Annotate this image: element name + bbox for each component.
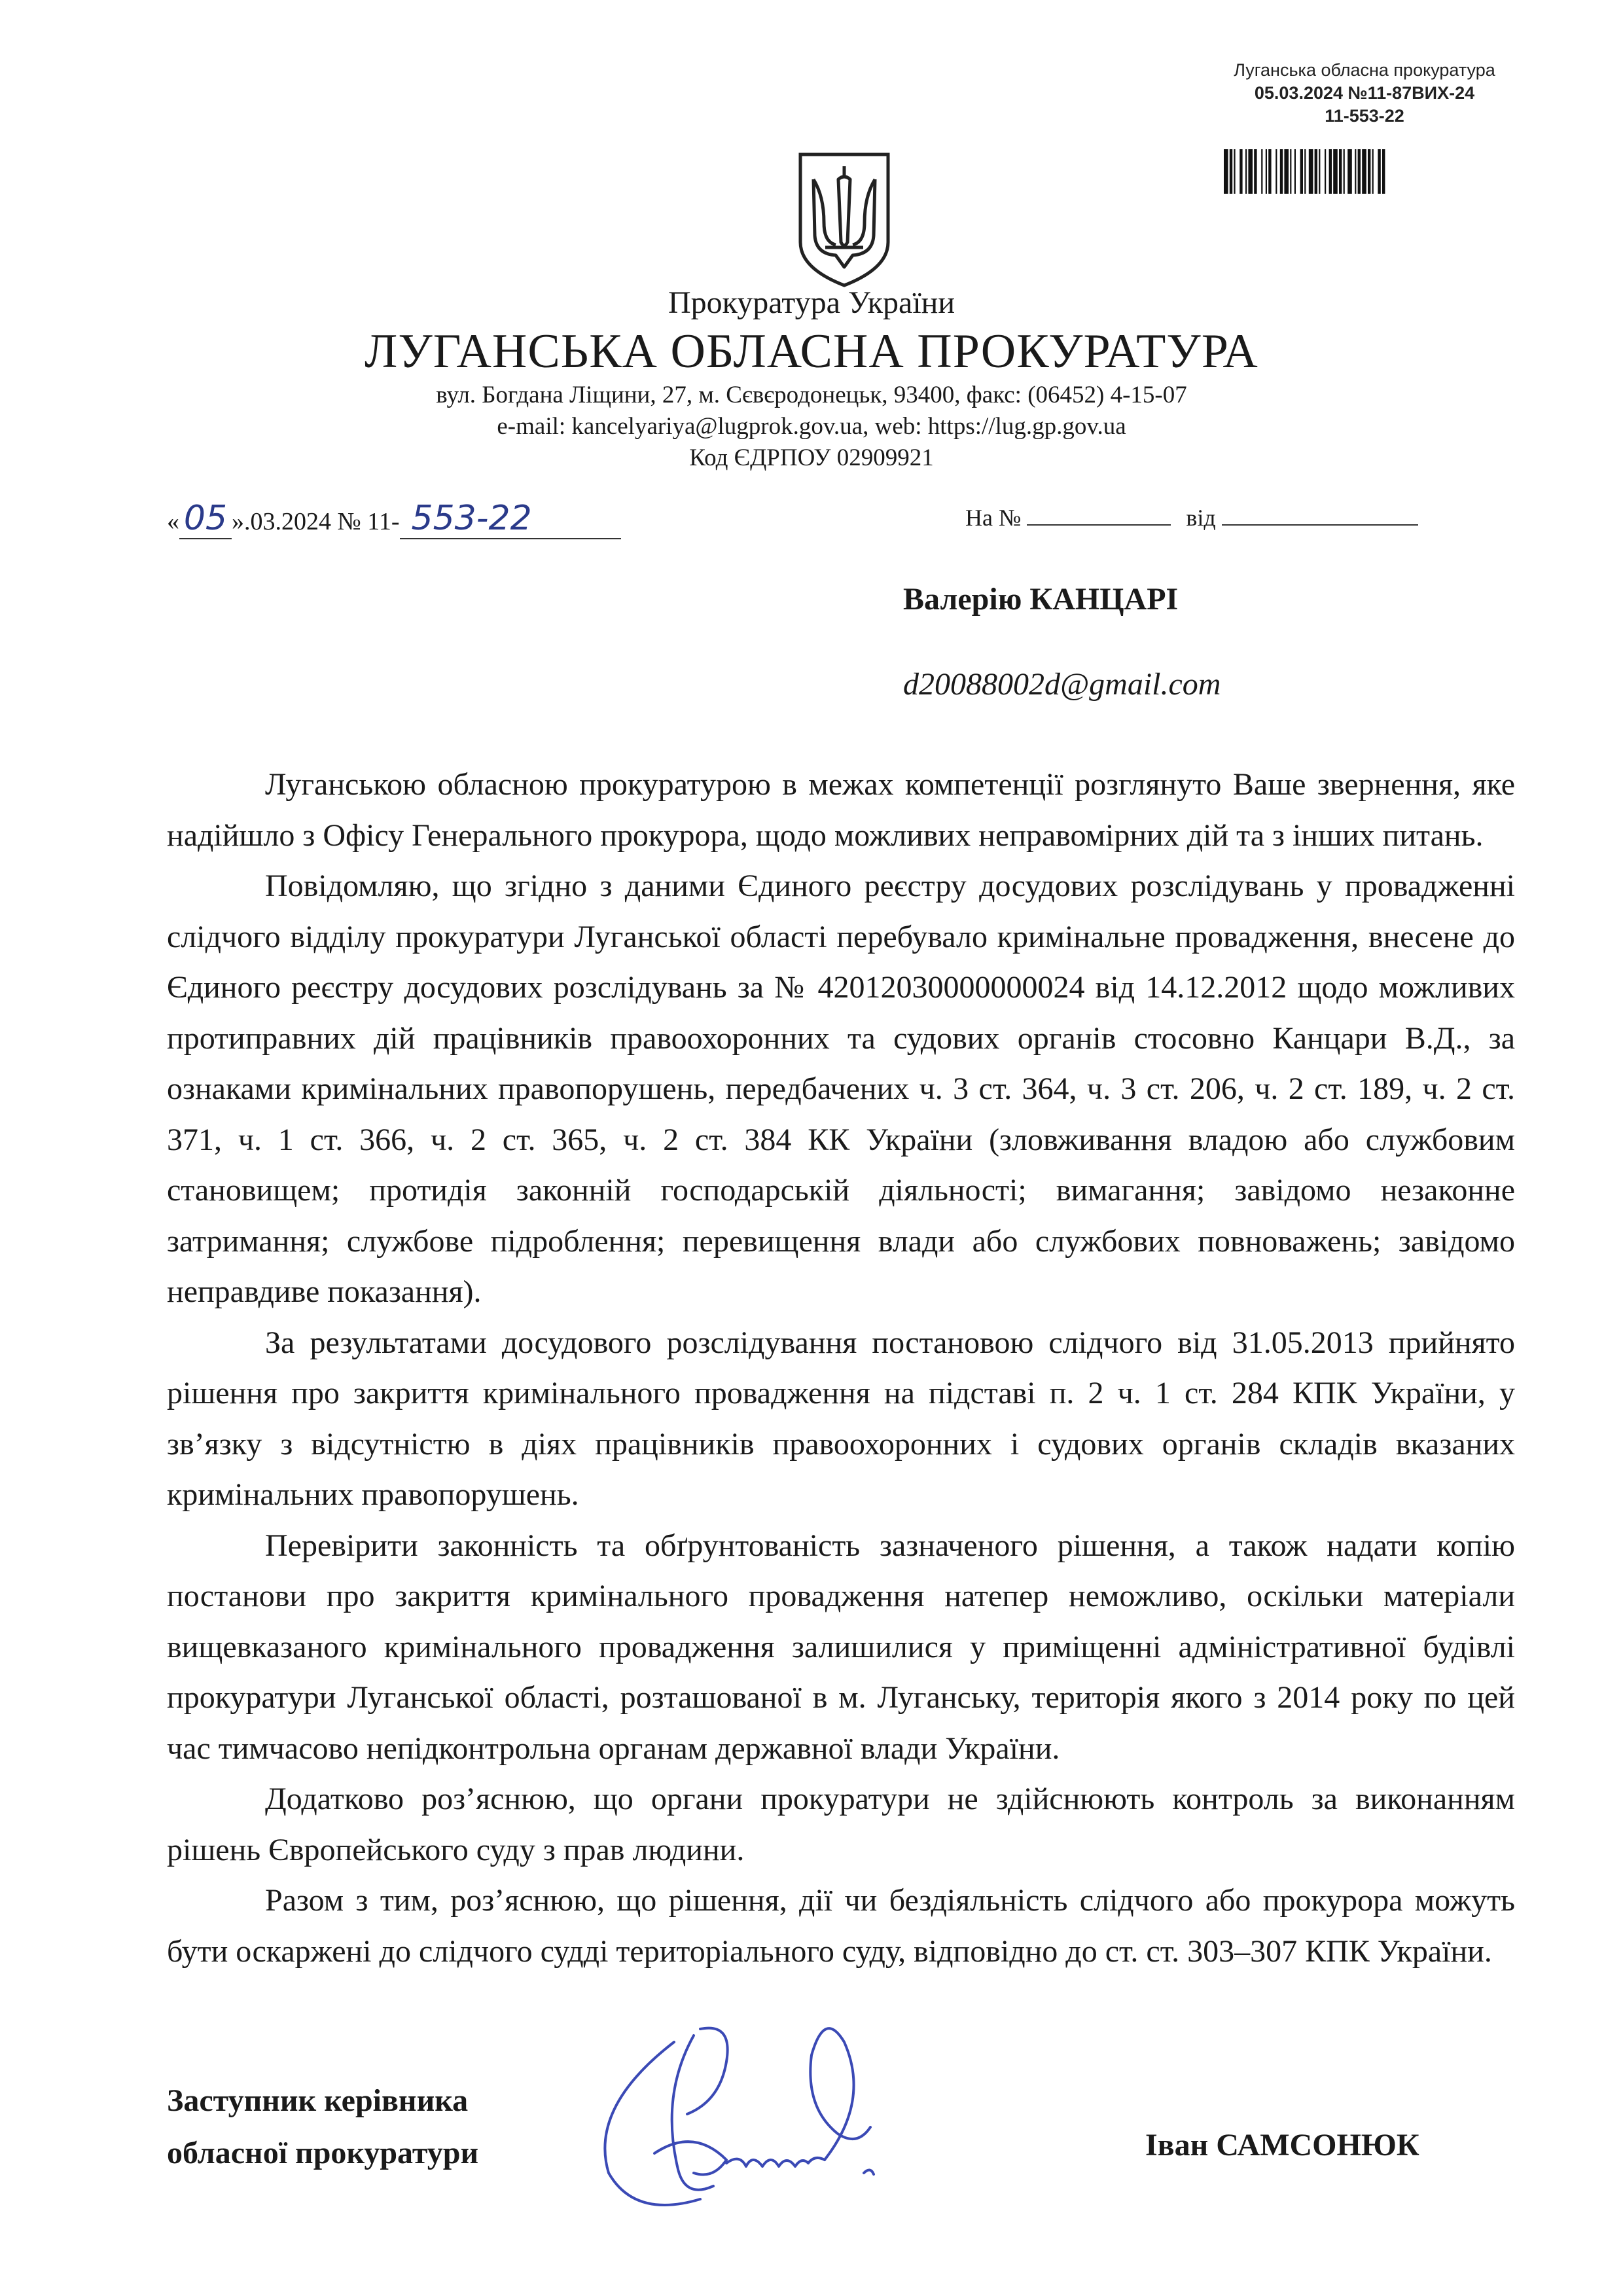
addressee-name: Валерію КАНЦАРІ [903, 582, 1179, 617]
barcode-bar [1372, 149, 1374, 194]
barcode-bar [1309, 149, 1313, 194]
barcode-bar [1378, 149, 1380, 194]
barcode-bar [1248, 149, 1253, 194]
barcode-bar [1382, 149, 1385, 194]
barcode-bar [1347, 149, 1352, 194]
org-address: вул. Богдана Ліщини, 27, м. Сєвєродонецьк, 93400, факс: (06452) 4-15-07 [436, 382, 1187, 408]
stamp-reg: 11-553-22 [1325, 106, 1404, 126]
barcode-bar [1245, 149, 1247, 194]
barcode-bar [1234, 149, 1235, 194]
paragraph: За результатами досудового розслідування постановою слідчого від 31.05.2013 прийнято рішення про закриття кримінального провадження на підставі п. 2 ч. 1 ст. 284 КПК України, у зв’язку з відсутністю в діях працівників правоохоронних і судових органів складів вказаних кримінальних правопорушень. [167, 1325, 1515, 1512]
paragraph: Перевірити законність та обґрунтованість зазначеного рішення, а також надати копію постанови про закриття кримінального провадження натепер неможливо, оскільки матеріали вищевказаного кримінального провадження залишилися у приміщенні адміністративної будівлі прокуратури Луганської області, розташованої в м. Луганську, територія якого з 2014 року по цей час тимчасово непідконтрольна органам державної влади України. [167, 1528, 1515, 1766]
barcode-bar [1344, 149, 1345, 194]
paragraph: Разом з тим, роз’яснюю, що рішення, дії чи бездіяльність слідчого або прокурора можуть бути оскаржені до слідчого судді територіального суду, відповідно до ст. ст. 303–307 КПК України. [167, 1883, 1515, 1969]
addressee-email: d20088002d@gmail.com [903, 667, 1221, 702]
paragraph: Луганською обласною прокуратурою в межах компетенції розглянуто Ваше звернення, яке надійшло з Офісу Генерального прокурора, щодо можливих неправомірних дій та з інших питань. [167, 767, 1515, 853]
barcode-bar [1368, 149, 1370, 194]
from-blank [1222, 505, 1418, 526]
signatory-title-line2: обласної прокуратури [167, 2136, 479, 2170]
barcode-bar [1261, 149, 1262, 194]
in-reply-blank [1027, 505, 1171, 526]
paragraph: Повідомляю, що згідно з даними Єдиного реєстру досудових розслідувань у провадженні слідчого відділу прокуратури Луганської області перебувало кримінальне провадження, внесене до Єдиного реєстру досудових розслідувань за № 42012030000000024 від 14.12.2012 щодо можливих протиправних дій працівників правоохоронних та судових органів стосовно Канцари В.Д., за ознаками кримінальних правопорушень, передбачених ч. 3 ст. 364, ч. 3 ст. 206, ч. 2 ст. 189, ч. 2 ст. 371, ч. 1 ст. 366, ч. 2 ст. 365, ч. 2 ст. 384 КК України (зловживання владою або службовим становищем; протидія законній господарській діяльності; вимагання; завідомо незаконне затримання; службове підроблення; перевищення влади або службових повноважень; завідомо неправдиве показання). [167, 869, 1515, 1309]
handwritten-reg-number: 553-22 [400, 499, 621, 539]
stamp-org: Луганська обласна прокуратура [1234, 60, 1495, 80]
barcode-bar [1358, 149, 1361, 194]
barcode-icon [1224, 149, 1518, 194]
barcode-bar [1224, 149, 1228, 194]
barcode-bar [1240, 149, 1242, 194]
barcode-bar [1304, 149, 1306, 194]
barcode-bar [1315, 149, 1317, 194]
barcode-bar [1329, 149, 1332, 194]
barcode-bar [1268, 149, 1271, 194]
barcode-bar [1290, 149, 1291, 194]
stamp-number: 05.03.2024 №11-87ВИХ-24 [1254, 83, 1475, 103]
signatory-title [167, 2075, 478, 2179]
barcode-bar [1355, 149, 1356, 194]
barcode-bar [1319, 149, 1320, 194]
registration-stamp [1194, 59, 1535, 128]
barcode-bar [1339, 149, 1342, 194]
outgoing-number-line [167, 499, 621, 539]
outgoing-date: ».03.2024 № 11- [232, 508, 400, 535]
org-contacts: e-mail: kancelyariya@lugprok.gov.ua, web: https://lug.gp.gov.ua [497, 413, 1126, 440]
barcode-bar [1230, 149, 1232, 194]
handwritten-day: 05 [179, 499, 232, 539]
open-quote: « [167, 508, 179, 535]
parent-org: Прокуратура України [668, 285, 955, 320]
barcode-bar [1254, 149, 1257, 194]
barcode-bar [1362, 149, 1366, 194]
org-name: ЛУГАНСЬКА ОБЛАСНА ПРОКУРАТУРА [365, 325, 1258, 378]
barcode-bar [1266, 149, 1267, 194]
org-code: Код ЄДРПОУ 02909921 [689, 444, 934, 471]
in-reply-line [965, 504, 1418, 531]
barcode-bar [1294, 149, 1296, 194]
in-reply-label: На № [965, 505, 1022, 531]
from-label: від [1186, 505, 1216, 531]
barcode-bar [1280, 149, 1283, 194]
letter-body [167, 759, 1515, 1977]
barcode-bar [1325, 149, 1326, 194]
barcode-bar [1275, 149, 1277, 194]
barcode-bar [1333, 149, 1338, 194]
paragraph: Додатково роз’яснюю, що органи прокуратури не здійснюють контроль за виконанням рішень Європейського суду з прав людини. [167, 1782, 1515, 1867]
barcode-bar [1300, 149, 1303, 194]
trident-coat-of-arms-icon [795, 151, 893, 288]
signatory-title-line1: Заступник керівника [167, 2083, 469, 2118]
barcode-bar [1284, 149, 1289, 194]
handwritten-signature-icon [563, 2003, 929, 2238]
signatory-name: Іван САМСОНЮК [1145, 2128, 1419, 2162]
